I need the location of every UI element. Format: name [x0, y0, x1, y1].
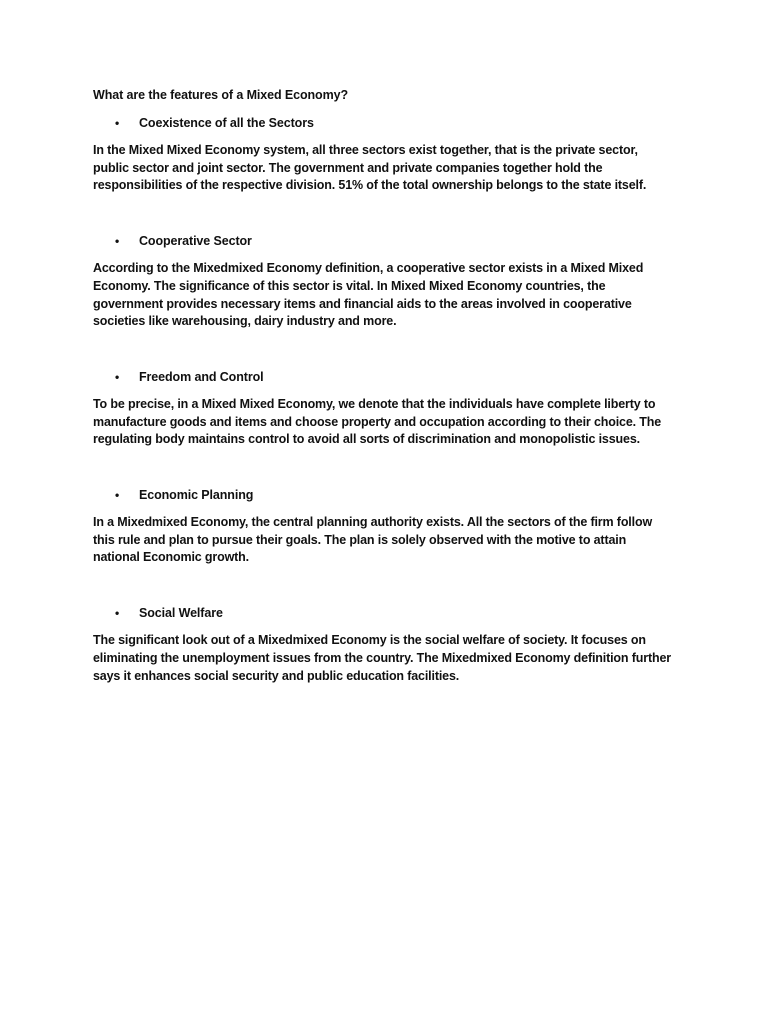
document-question: What are the features of a Mixed Economy?: [93, 88, 348, 102]
section-economic-planning: [93, 486, 673, 567]
bullet-heading-economic-planning: [93, 486, 673, 504]
bullet-heading-social-welfare: [93, 604, 673, 622]
section-paragraph: To be precise, in a Mixed Mixed Economy, we denote that the individuals have complete liberty to manufacture goods and items and choose property and occupation according to their choice. The regulating body maintains control to avoid all sorts of discrimination and monopolistic issues.: [93, 396, 662, 447]
section-cooperative: [93, 232, 673, 331]
section-coexistence: [93, 114, 673, 195]
bullet-heading-text: Economic Planning: [139, 488, 254, 503]
bullet-heading-text: Cooperative Sector: [139, 234, 252, 249]
section-paragraph: According to the Mixedmixed Economy definition, a cooperative sector exists in a Mixed Mixed Economy. The significance of this sector is vital. In Mixed Mixed Economy countries, the government provides necessary items and financial aids to the areas involved in cooperative societies like warehousing, dairy industry and more.: [93, 261, 644, 329]
bullet-heading-text: Coexistence of all the Sectors: [139, 116, 314, 130]
bullet-heading-cooperative: [93, 232, 673, 250]
bullet-icon: •: [115, 488, 120, 503]
section-social-welfare: [93, 604, 673, 685]
document-body: [93, 86, 673, 685]
bullet-icon: •: [115, 369, 120, 384]
bullet-icon: •: [115, 234, 120, 249]
section-paragraph: The significant look out of a Mixedmixed Economy is the social welfare of society. It focuses on eliminating the unemployment issues from the country. The Mixedmixed Economy definition further says it enhances social security and public education facilities.: [93, 633, 671, 683]
section-paragraph: In the Mixed Mixed Economy system, all three sectors exist together, that is the private sector, public sector and joint sector. The government and private companies together hold the responsibilities of the respective division. 51% of the total ownership belongs to the state itself.: [93, 143, 647, 193]
bullet-heading-text: Social Welfare: [139, 606, 223, 621]
bullet-heading-freedom-control: [93, 368, 673, 386]
section-freedom-control: [93, 368, 673, 449]
bullet-icon: •: [115, 606, 120, 621]
bullet-heading-coexistence: [93, 114, 673, 132]
section-paragraph: In a Mixedmixed Economy, the central planning authority exists. All the sectors of the firm follow this rule and plan to pursue their goals. The plan is solely observed with the motive to attain national Economic growth.: [93, 515, 653, 565]
bullet-heading-text: Freedom and Control: [139, 369, 264, 384]
bullet-icon: •: [115, 116, 120, 130]
